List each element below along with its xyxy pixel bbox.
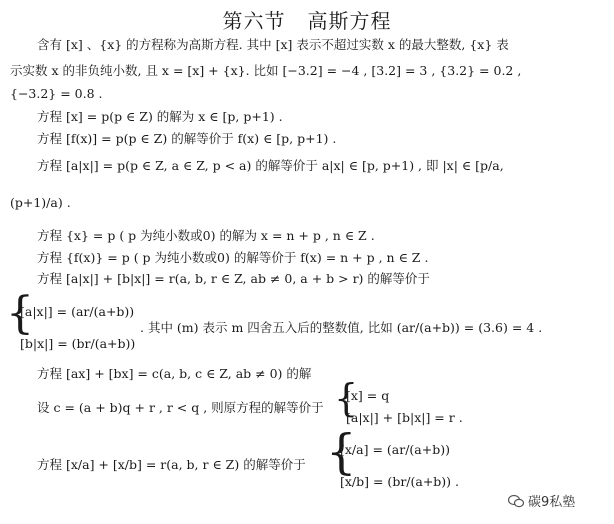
system-line: [a|x|] = (ar/(a+b)) bbox=[20, 304, 135, 319]
section-title: 第六节 高斯方程 bbox=[222, 9, 392, 33]
text-line: 方程 [x] = p(p ∈ Z) 的解为 x ∈ [p, p+1) . bbox=[37, 109, 283, 124]
equation-system bbox=[334, 376, 534, 431]
system-line: [x/a] = (ar/(a+b)) bbox=[340, 442, 450, 457]
brace-symbol: { bbox=[326, 424, 357, 480]
equation-system bbox=[326, 424, 496, 496]
equation-system bbox=[6, 288, 156, 356]
watermark-text: 碳9私塾 bbox=[528, 495, 576, 510]
system-line: [x] = q bbox=[346, 388, 390, 403]
brace-symbol: { bbox=[6, 288, 34, 339]
text-line: 方程 {f(x)} = p ( p 为纯小数或0) 的解等价于 f(x) = n + p , n ∈ Z . bbox=[37, 250, 429, 265]
text-line: 方程 {x} = p ( p 为纯小数或0) 的解为 x = n + p , n ∈ Z . bbox=[37, 228, 375, 243]
text-line: . 其中 (m) 表示 m 四舍五入后的整数值, 比如 (ar/(a+b)) = (3.6) = 4 . bbox=[140, 320, 543, 335]
system-line: [x/b] = (br/(a+b)) . bbox=[340, 474, 460, 489]
text-line: (p+1)/a) . bbox=[10, 195, 71, 210]
text-line: 设 c = (a + b)q + r , r < q , 则原方程的解等价于 bbox=[37, 400, 324, 415]
wechat-icon bbox=[508, 494, 524, 508]
brace-symbol: { bbox=[334, 376, 359, 420]
text-line: 含有 [x] 、{x} 的方程称为高斯方程. 其中 [x] 表示不超过实数 x 的最大整数, {x} 表 bbox=[37, 37, 509, 52]
watermark bbox=[508, 491, 575, 510]
text-line: 方程 [x/a] + [x/b] = r(a, b, r ∈ Z) 的解等价于 bbox=[37, 457, 306, 472]
text-line: 方程 [f(x)] = p(p ∈ Z) 的解等价于 f(x) ∈ [p, p+1) . bbox=[37, 131, 337, 146]
system-line: [b|x|] = (br/(a+b)) bbox=[20, 336, 136, 351]
text-line: {−3.2} = 0.8 . bbox=[10, 86, 103, 101]
text-line: 方程 [a|x|] = p(p ∈ Z, a ∈ Z, p < a) 的解等价于 a|x| ∈ [p, p+1) , 即 |x| ∈ [p/a, bbox=[37, 158, 504, 173]
system-line: [a|x|] + [b|x|] = r . bbox=[346, 410, 463, 425]
text-line: 示实数 x 的非负纯小数, 且 x = [x] + {x}. 比如 [−3.2] = −4 , [3.2] = 3 , {3.2} = 0.2 , bbox=[10, 63, 522, 78]
text-line: 方程 [ax] + [bx] = c(a, b, c ∈ Z, ab ≠ 0) 的解 bbox=[37, 366, 312, 381]
text-line: 方程 [a|x|] + [b|x|] = r(a, b, r ∈ Z, ab ≠ 0, a + b > r) 的解等价于 bbox=[37, 271, 430, 286]
